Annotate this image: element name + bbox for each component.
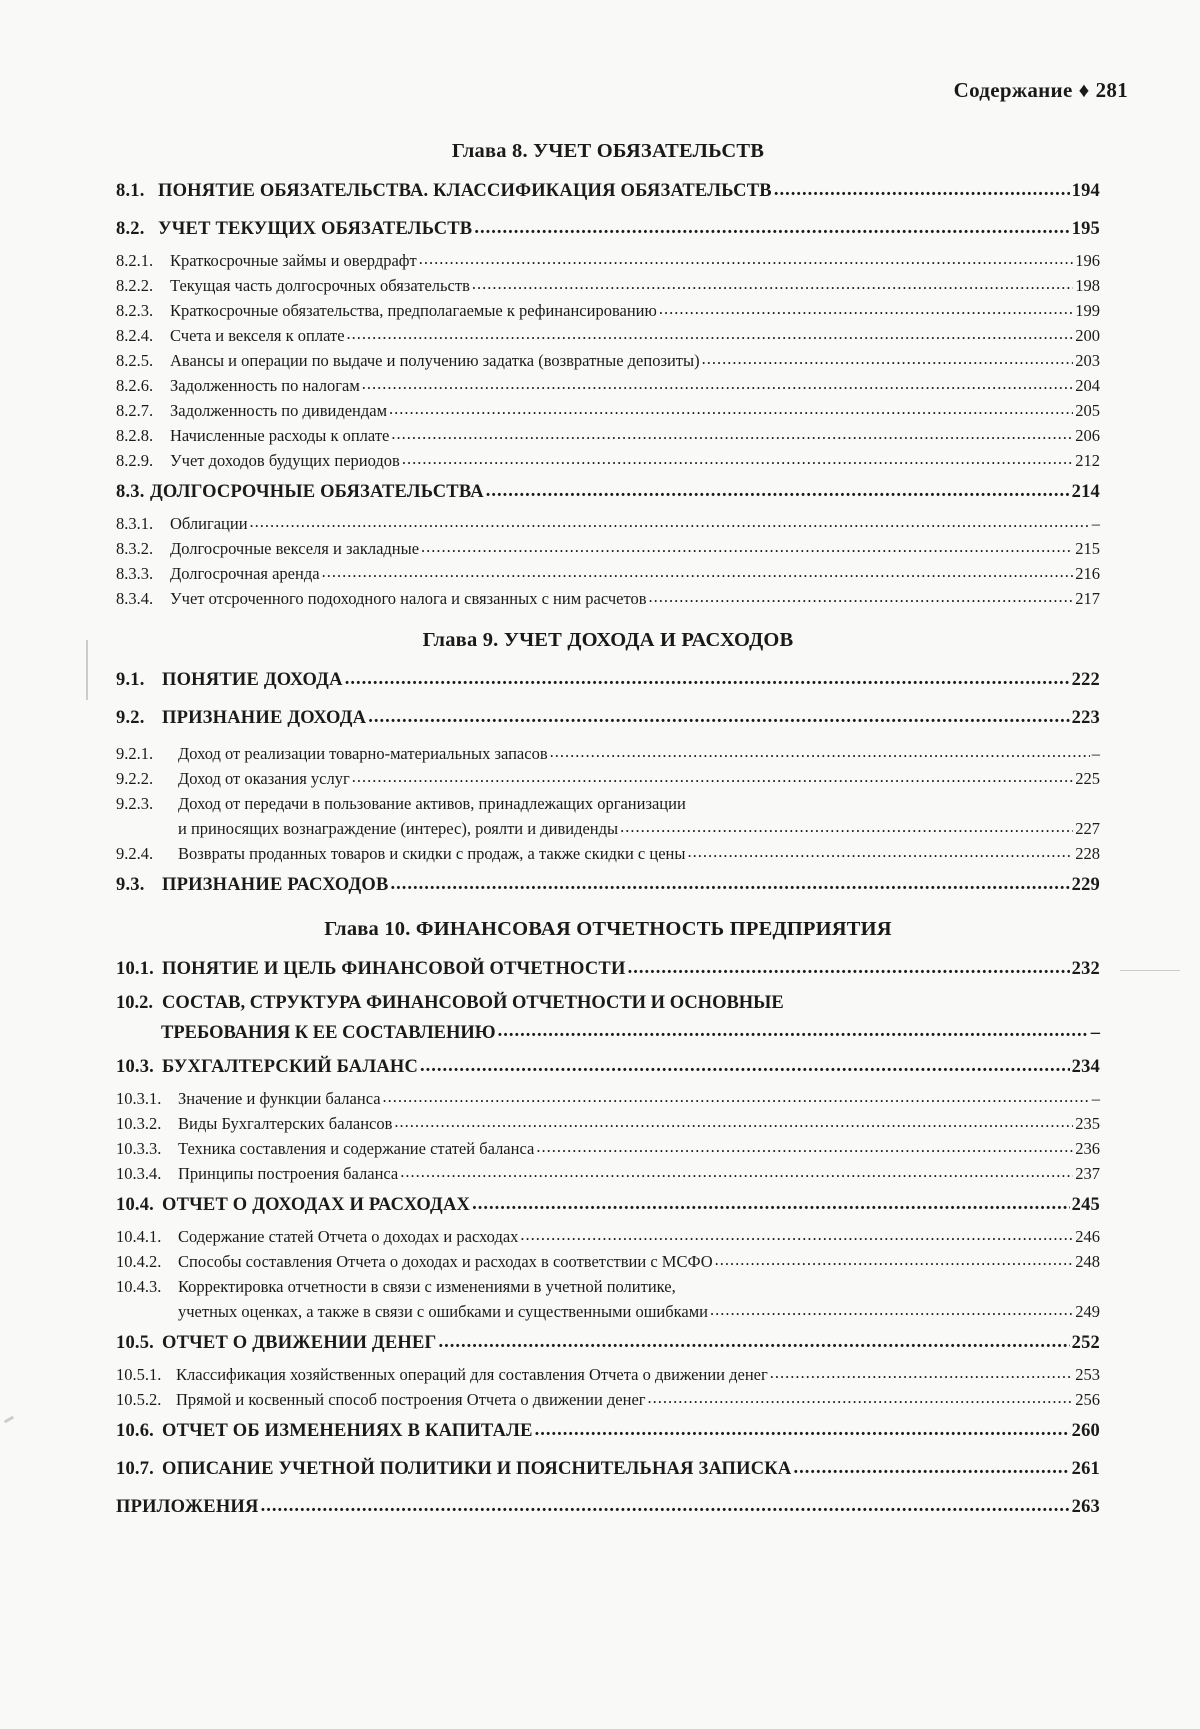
toc-subentry[interactable] — [116, 348, 1100, 373]
entry-number: 8.3.2. — [116, 539, 154, 558]
entry-label: Облигации — [170, 514, 248, 533]
toc-entry-10-7[interactable] — [116, 1450, 1100, 1488]
leader-dots — [420, 1057, 1070, 1076]
entry-page: 263 — [1071, 1497, 1100, 1517]
entry-number: 10.3.1. — [116, 1089, 162, 1108]
entry-label: Корректировка отчетности в связи с изменениями в учетной политике, — [178, 1277, 676, 1296]
toc-entry-8-3[interactable] — [116, 473, 1100, 511]
entry-number: 9.2.1. — [116, 744, 154, 763]
entry-label: Содержание статей Отчета о доходах и расходах — [178, 1227, 519, 1246]
entry-number: 9.1. — [116, 670, 145, 690]
leader-dots — [352, 769, 1073, 786]
entry-number: 8.2.1. — [116, 251, 154, 270]
entry-number: 8.2.5. — [116, 351, 154, 370]
entry-page: 246 — [1075, 1227, 1100, 1246]
entry-label: ДОЛГОСРОЧНЫЕ ОБЯЗАТЕЛЬСТВА — [150, 482, 484, 502]
scan-mark — [1120, 970, 1180, 971]
leader-dots — [535, 1421, 1070, 1440]
entry-number: 10.1. — [116, 959, 154, 979]
leader-dots — [345, 670, 1070, 689]
entry-label: Доход от передачи в пользование активов, принадлежащих организации — [178, 794, 686, 813]
toc-subentry[interactable] — [116, 536, 1100, 561]
entry-page: 204 — [1075, 376, 1100, 395]
toc-subentry[interactable] — [116, 1086, 1100, 1111]
toc-entry-10-4[interactable] — [116, 1186, 1100, 1224]
entry-page: – — [1091, 1089, 1100, 1108]
entry-number: 10.2. — [116, 993, 153, 1013]
toc-entry-9-1[interactable] — [116, 661, 1100, 699]
entry-number: 10.7. — [116, 1459, 154, 1479]
table-of-contents — [116, 130, 1100, 1526]
entry-page: 199 — [1075, 301, 1100, 320]
entry-page: 229 — [1071, 875, 1100, 895]
entry-label: Авансы и операции по выдаче и получению задатка (возвратные депозиты) — [170, 351, 700, 370]
toc-subentry[interactable] — [116, 841, 1100, 866]
subsection-list-10-5 — [116, 1362, 1100, 1412]
leader-dots — [793, 1459, 1069, 1478]
entry-page: 222 — [1071, 670, 1100, 690]
toc-subentry[interactable] — [116, 1224, 1100, 1249]
leader-dots — [474, 219, 1069, 238]
entry-number: 10.3.4. — [116, 1164, 162, 1183]
toc-subentry[interactable] — [116, 1249, 1100, 1274]
entry-number: 9.2.3. — [116, 794, 154, 813]
entry-page: 248 — [1075, 1252, 1100, 1271]
toc-subentry[interactable] — [116, 273, 1100, 298]
toc-subentry[interactable] — [116, 323, 1100, 348]
toc-subentry[interactable] — [116, 423, 1100, 448]
entry-page: 198 — [1075, 276, 1100, 295]
leader-dots — [536, 1139, 1073, 1156]
entry-number: 8.3.3. — [116, 564, 154, 583]
toc-subentry[interactable] — [116, 1136, 1100, 1161]
entry-label: СОСТАВ, СТРУКТУРА ФИНАНСОВОЙ ОТЧЕТНОСТИ И ОСНОВНЫЕ — [162, 993, 784, 1013]
entry-label: Текущая часть долгосрочных обязательств — [170, 276, 470, 295]
entry-page: 228 — [1075, 844, 1100, 863]
entry-label: ПРИЛОЖЕНИЯ — [116, 1497, 259, 1517]
toc-entry-10-1[interactable] — [116, 950, 1100, 988]
toc-entry-10-3[interactable] — [116, 1048, 1100, 1086]
toc-subentry[interactable] — [116, 766, 1100, 791]
entry-number: 10.4. — [116, 1195, 154, 1215]
leader-dots — [472, 276, 1073, 293]
entry-label: Долгосрочная аренда — [170, 564, 320, 583]
leader-dots — [368, 708, 1069, 727]
entry-label: Начисленные расходы к оплате — [170, 426, 390, 445]
entry-page: 245 — [1071, 1195, 1100, 1215]
entry-page: 195 — [1071, 219, 1100, 239]
leader-dots — [710, 1302, 1073, 1319]
toc-subentry-multiline-line2[interactable] — [116, 816, 1100, 841]
leader-dots — [628, 959, 1070, 978]
entry-page: 232 — [1071, 959, 1100, 979]
entry-page: – — [1090, 1023, 1100, 1043]
leader-dots — [389, 401, 1073, 418]
entry-page: – — [1091, 514, 1100, 533]
entry-page: 203 — [1075, 351, 1100, 370]
entry-page: 212 — [1075, 451, 1100, 470]
toc-subentry[interactable] — [116, 1387, 1100, 1412]
entry-label: Принципы построения баланса — [178, 1164, 399, 1183]
chapter-9-title: Глава 9. УЧЕТ ДОХОДА И РАСХОДОВ — [422, 629, 794, 651]
subsection-list-10-3 — [116, 1086, 1100, 1186]
entry-page: 256 — [1075, 1390, 1100, 1409]
entry-page: 196 — [1075, 251, 1100, 270]
diamond-icon: ♦ — [1078, 78, 1090, 102]
entry-label: Счета и векселя к оплате — [170, 326, 345, 345]
entry-number: 10.4.2. — [116, 1252, 162, 1271]
entry-number: 8.3. — [116, 482, 145, 502]
entry-label: ПРИЗНАНИЕ РАСХОДОВ — [162, 875, 389, 895]
leader-dots — [520, 1227, 1073, 1244]
entry-number: 8.3.1. — [116, 514, 154, 533]
entry-label-continued: и приносящих вознаграждение (интерес), роялти и дивиденды — [178, 819, 619, 838]
entry-label: Прямой и косвенный способ построения Отчета о движении денег — [176, 1390, 646, 1409]
entry-number: 8.2.9. — [116, 451, 154, 470]
entry-number: 10.5. — [116, 1333, 154, 1353]
entry-label: ПРИЗНАНИЕ ДОХОДА — [162, 708, 367, 728]
entry-number: 8.2.7. — [116, 401, 154, 420]
entry-label: Краткосрочные займы и овердрафт — [170, 251, 417, 270]
toc-subentry[interactable] — [116, 298, 1100, 323]
entry-page: 214 — [1071, 482, 1100, 502]
leader-dots — [620, 819, 1073, 836]
scan-mark — [4, 1416, 14, 1424]
entry-number: 10.4.3. — [116, 1277, 162, 1296]
entry-number: 10.3. — [116, 1057, 154, 1077]
entry-page: 227 — [1075, 819, 1100, 838]
toc-subentry[interactable] — [116, 586, 1100, 611]
toc-entry-8-1[interactable] — [116, 172, 1100, 210]
entry-page: 252 — [1071, 1333, 1100, 1353]
entry-label: Классификация хозяйственных операций для составления Отчета о движении денег — [176, 1365, 768, 1384]
chapter-8-title: Глава 8. УЧЕТ ОБЯЗАТЕЛЬСТВ — [451, 140, 765, 162]
entry-page: 235 — [1075, 1114, 1100, 1133]
entry-number: 8.2.2. — [116, 276, 154, 295]
entry-page: 237 — [1075, 1164, 1100, 1183]
page-number: 281 — [1095, 78, 1128, 102]
entry-number: 9.3. — [116, 875, 145, 895]
entry-number: 9.2. — [116, 708, 145, 728]
entry-page: 249 — [1075, 1302, 1100, 1321]
leader-dots — [648, 1390, 1074, 1407]
entry-page: 217 — [1075, 589, 1100, 608]
entry-number: 10.6. — [116, 1421, 154, 1441]
entry-label: Учет отсроченного подоходного налога и связанных с ним расчетов — [170, 589, 647, 608]
toc-subentry[interactable] — [116, 1161, 1100, 1186]
entry-number: 9.2.4. — [116, 844, 154, 863]
leader-dots — [347, 326, 1074, 343]
entry-label: ПОНЯТИЕ ОБЯЗАТЕЛЬСТВА. КЛАССИФИКАЦИЯ ОБЯЗАТЕЛЬСТВ — [158, 181, 772, 201]
entry-label: УЧЕТ ТЕКУЩИХ ОБЯЗАТЕЛЬСТВ — [158, 219, 473, 239]
entry-number: 8.2.6. — [116, 376, 154, 395]
entry-number: 10.3.3. — [116, 1139, 162, 1158]
subsection-list-8-2 — [116, 248, 1100, 473]
entry-label: ОТЧЕТ О ДОХОДАХ И РАСХОДАХ — [162, 1195, 471, 1215]
entry-label: Задолженность по налогам — [170, 376, 360, 395]
leader-dots — [391, 875, 1070, 894]
entry-number: 9.2.2. — [116, 769, 154, 788]
subsection-list-10-4 — [116, 1224, 1100, 1324]
toc-subentry[interactable] — [116, 373, 1100, 398]
entry-label: Доход от реализации товарно-материальных запасов — [178, 744, 548, 763]
entry-number: 8.2.3. — [116, 301, 154, 320]
leader-dots — [770, 1365, 1073, 1382]
toc-entry-10-5[interactable] — [116, 1324, 1100, 1362]
running-head-title: Содержание — [953, 78, 1073, 102]
leader-dots — [486, 482, 1070, 501]
toc-entry-10-6[interactable] — [116, 1412, 1100, 1450]
chapter-10-title: Глава 10. ФИНАНСОВАЯ ОТЧЕТНОСТЬ ПРЕДПРИЯТИЯ — [324, 918, 892, 940]
leader-dots — [687, 844, 1073, 861]
entry-page: 225 — [1075, 769, 1100, 788]
entry-page: 260 — [1071, 1421, 1100, 1441]
entry-label: ОПИСАНИЕ УЧЕТНОЙ ПОЛИТИКИ И ПОЯСНИТЕЛЬНАЯ ЗАПИСКА — [162, 1459, 792, 1479]
toc-subentry[interactable] — [116, 448, 1100, 473]
leader-dots — [438, 1333, 1069, 1352]
entry-page: 200 — [1075, 326, 1100, 345]
leader-dots — [649, 589, 1074, 606]
entry-page: 216 — [1075, 564, 1100, 583]
toc-subentry[interactable] — [116, 1362, 1100, 1387]
leader-dots — [261, 1497, 1070, 1516]
entry-page: 215 — [1075, 539, 1100, 558]
leader-dots — [550, 744, 1090, 761]
toc-entry-9-2[interactable] — [116, 699, 1100, 737]
toc-subentry-multiline-line1[interactable] — [116, 791, 1100, 816]
toc-entry-10-2-line1[interactable] — [116, 988, 1100, 1018]
entry-page: – — [1091, 744, 1100, 763]
leader-dots — [383, 1089, 1090, 1106]
entry-label: Возвраты проданных товаров и скидки с продаж, а также скидки с цены — [178, 844, 686, 863]
entry-label: Краткосрочные обязательства, предполагаемые к рефинансированию — [170, 301, 657, 320]
entry-label: Виды Бухгалтерских балансов — [178, 1114, 393, 1133]
toc-subentry[interactable] — [116, 561, 1100, 586]
toc-subentry-multiline-line1[interactable] — [116, 1274, 1100, 1299]
leader-dots — [402, 451, 1073, 468]
toc-subentry[interactable] — [116, 741, 1100, 766]
entry-number: 8.2.8. — [116, 426, 154, 445]
entry-number: 8.2. — [116, 219, 145, 239]
entry-page: 223 — [1071, 708, 1100, 728]
leader-dots — [498, 1022, 1089, 1041]
entry-label: Техника составления и содержание статей баланса — [178, 1139, 535, 1158]
leader-dots — [400, 1164, 1073, 1181]
entry-page: 206 — [1075, 426, 1100, 445]
entry-label: ОТЧЕТ ОБ ИЗМЕНЕНИЯХ В КАПИТАЛЕ — [162, 1421, 533, 1441]
entry-number: 8.3.4. — [116, 589, 154, 608]
entry-label: БУХГАЛТЕРСКИЙ БАЛАНС — [162, 1057, 419, 1077]
leader-dots — [391, 426, 1073, 443]
toc-subentry[interactable] — [116, 398, 1100, 423]
leader-dots — [421, 539, 1073, 556]
entry-page: 194 — [1071, 181, 1100, 201]
toc-entry-10-2-line2[interactable] — [116, 1018, 1100, 1048]
entry-label-continued: ТРЕБОВАНИЯ К ЕЕ СОСТАВЛЕНИЮ — [161, 1023, 496, 1043]
leader-dots — [659, 301, 1073, 318]
entry-number: 10.5.2. — [116, 1390, 162, 1409]
subsection-list-9-2 — [116, 741, 1100, 866]
entry-label: Способы составления Отчета о доходах и расходах в соответствии с МСФО — [178, 1252, 713, 1271]
entry-label: Долгосрочные векселя и закладные — [170, 539, 420, 558]
entry-number: 8.2.4. — [116, 326, 154, 345]
entry-label: ПОНЯТИЕ И ЦЕЛЬ ФИНАНСОВОЙ ОТЧЕТНОСТИ — [162, 959, 626, 979]
running-head — [954, 78, 1128, 103]
entry-label: Значение и функции баланса — [178, 1089, 381, 1108]
leader-dots — [394, 1114, 1073, 1131]
leader-dots — [250, 514, 1090, 531]
entry-number: 10.4.1. — [116, 1227, 162, 1246]
leader-dots — [362, 376, 1073, 393]
entry-label: Учет доходов будущих периодов — [170, 451, 400, 470]
entry-number: 8.1. — [116, 181, 145, 201]
leader-dots — [702, 351, 1074, 368]
toc-entry-appendix[interactable] — [116, 1488, 1100, 1526]
entry-label: ОТЧЕТ О ДВИЖЕНИИ ДЕНЕГ — [162, 1333, 437, 1353]
leader-dots — [419, 251, 1074, 268]
spacer — [116, 611, 1100, 619]
toc-subentry-multiline-line2[interactable] — [116, 1299, 1100, 1324]
leader-dots — [715, 1252, 1074, 1269]
entry-number: 10.5.1. — [116, 1365, 162, 1384]
toc-entry-9-3[interactable] — [116, 866, 1100, 904]
entry-page: 205 — [1075, 401, 1100, 420]
entry-page: 253 — [1075, 1365, 1100, 1384]
entry-label: Задолженность по дивидендам — [170, 401, 388, 420]
entry-label-continued: учетных оценках, а также в связи с ошибками и существенными ошибками — [178, 1302, 709, 1321]
leader-dots — [322, 564, 1074, 581]
scan-mark — [86, 640, 88, 700]
subsection-list-8-3 — [116, 511, 1100, 611]
toc-subentry[interactable] — [116, 1111, 1100, 1136]
leader-dots — [472, 1195, 1070, 1214]
toc-entry-8-2[interactable] — [116, 210, 1100, 248]
toc-subentry[interactable] — [116, 248, 1100, 273]
toc-subentry[interactable] — [116, 511, 1100, 536]
entry-page: 236 — [1075, 1139, 1100, 1158]
leader-dots — [774, 181, 1070, 200]
entry-page: 261 — [1071, 1459, 1100, 1479]
entry-page: 234 — [1071, 1057, 1100, 1077]
entry-label: ПОНЯТИЕ ДОХОДА — [162, 670, 343, 690]
entry-label: Доход от оказания услуг — [178, 769, 350, 788]
entry-number: 10.3.2. — [116, 1114, 162, 1133]
